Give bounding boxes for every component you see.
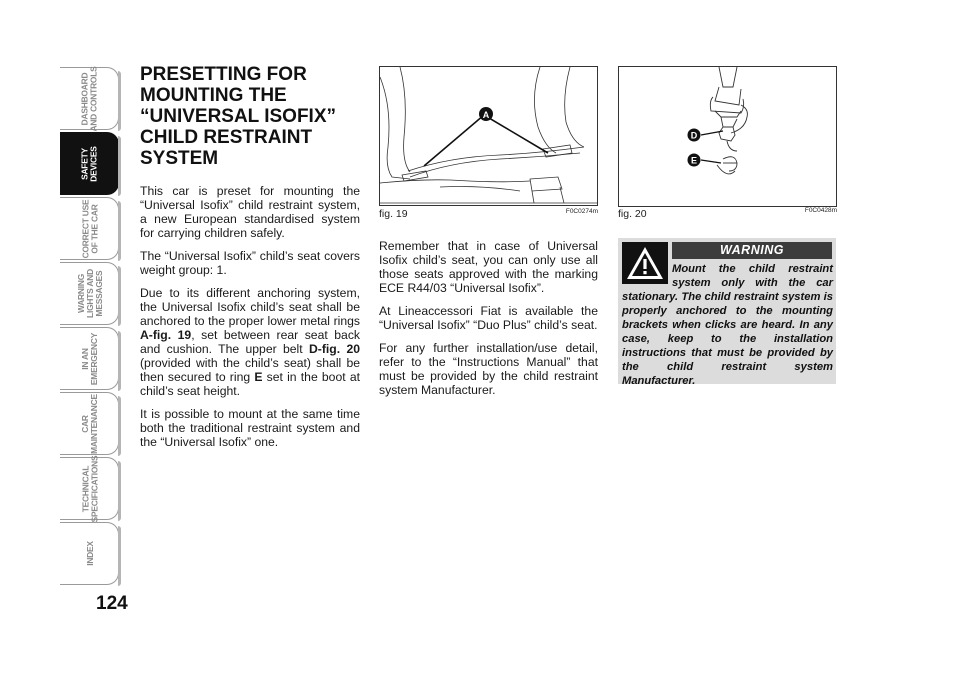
chapter-tabs bbox=[60, 66, 120, 586]
paragraph: The “Universal Isofix” child’s seat covers weight group: 1. bbox=[140, 249, 360, 277]
figure-19 bbox=[379, 66, 598, 221]
tab-label: TECHNICAL SPECIFICATIONS bbox=[80, 455, 99, 522]
figure-caption: fig. 19 bbox=[379, 208, 408, 220]
marker-a: A bbox=[482, 110, 490, 120]
figure-20-illustration bbox=[618, 66, 837, 207]
tab-technical-specifications[interactable] bbox=[60, 456, 120, 521]
fig-reference: A-fig. 19 bbox=[140, 328, 192, 342]
warning-heading: WARNING bbox=[672, 242, 832, 259]
paragraph: It is possible to mount at the same time both the traditional restraint system and the “Universal Isofix” one. bbox=[140, 407, 360, 449]
figure-caption: fig. 20 bbox=[618, 208, 647, 220]
paragraph: Due to its different anchoring system, the Universal Isofix child’s seat shall be anchored to the proper lower metal rings A-fig. 19, set between rear seat back and cushion. The upper belt D-fig. 20 (provided with the child’s seat) shall be then secured to ring E set in the boot at child’s seat height. bbox=[140, 286, 361, 398]
tab-label: CAR MAINTENANCE bbox=[80, 393, 99, 454]
secondary-text-column bbox=[379, 239, 598, 406]
tab-dashboard-and-controls[interactable] bbox=[60, 66, 120, 131]
warning-text: Mount the child restraint system only with the car stationary. The child restraint system is properly anchored to the mounting brackets when clicks are heard. In any case, keep to the installation instructions that must be provided by the child restraint system Manufacturer. bbox=[622, 263, 833, 387]
figure-code: F0C0428m bbox=[804, 207, 837, 214]
tab-in-an-emergency[interactable] bbox=[60, 326, 120, 391]
paragraph: Remember that in case of Universal Isofix child’s seat, you can only use all those seats approved with the marking ECE R44/03 “Universal Isofix”. bbox=[379, 239, 598, 295]
tab-correct-use-of-the-car[interactable] bbox=[60, 196, 120, 261]
tab-safety-devices[interactable] bbox=[60, 131, 120, 196]
marker-d: D bbox=[690, 130, 698, 141]
tab-label: DASHBOARD AND CONTROLS bbox=[80, 65, 99, 132]
tab-index[interactable] bbox=[60, 521, 120, 586]
tab-label: INDEX bbox=[84, 541, 95, 566]
paragraph: This car is preset for mounting the “Universal Isofix” child restraint system, a new European standardised system for carrying children safely. bbox=[140, 184, 360, 240]
tab-label: CORRECT USE OF THE CAR bbox=[79, 199, 99, 258]
section-title: PRESETTING FOR MOUNTING THE “UNIVERSAL ISOFIX” CHILD RESTRAINT SYSTEM bbox=[140, 64, 337, 169]
warning-text-block bbox=[622, 262, 833, 388]
figure-code: F0C0274m bbox=[565, 208, 598, 215]
tab-label: SAFETY DEVICES bbox=[80, 145, 99, 182]
tab-warning-lights-and-messages[interactable] bbox=[60, 261, 120, 326]
main-text-column bbox=[140, 64, 360, 458]
marker-e: E bbox=[690, 155, 698, 166]
top-tether-illustration bbox=[619, 67, 836, 206]
fig-reference: D-fig. 20 bbox=[308, 342, 361, 356]
figure-20 bbox=[618, 66, 837, 223]
tab-label: IN AN EMERGENCY bbox=[80, 332, 99, 385]
figure-19-illustration bbox=[379, 66, 598, 206]
paragraph: At Lineaccessori Fiat is available the “Universal Isofix” “Duo Plus” child’s seat. bbox=[379, 304, 598, 332]
tab-car-maintenance[interactable] bbox=[60, 391, 120, 456]
ring-reference: E bbox=[254, 370, 263, 384]
tab-label: WARNING LIGHTS AND MESSAGES bbox=[75, 269, 104, 318]
isofix-seat-illustration bbox=[380, 67, 597, 205]
paragraph: For any further installation/use detail, refer to the “Instructions Manual” that must be provided by the child restraint system Manufacturer. bbox=[379, 341, 598, 397]
warning-box bbox=[618, 238, 836, 387]
page-number: 124 bbox=[96, 593, 128, 614]
